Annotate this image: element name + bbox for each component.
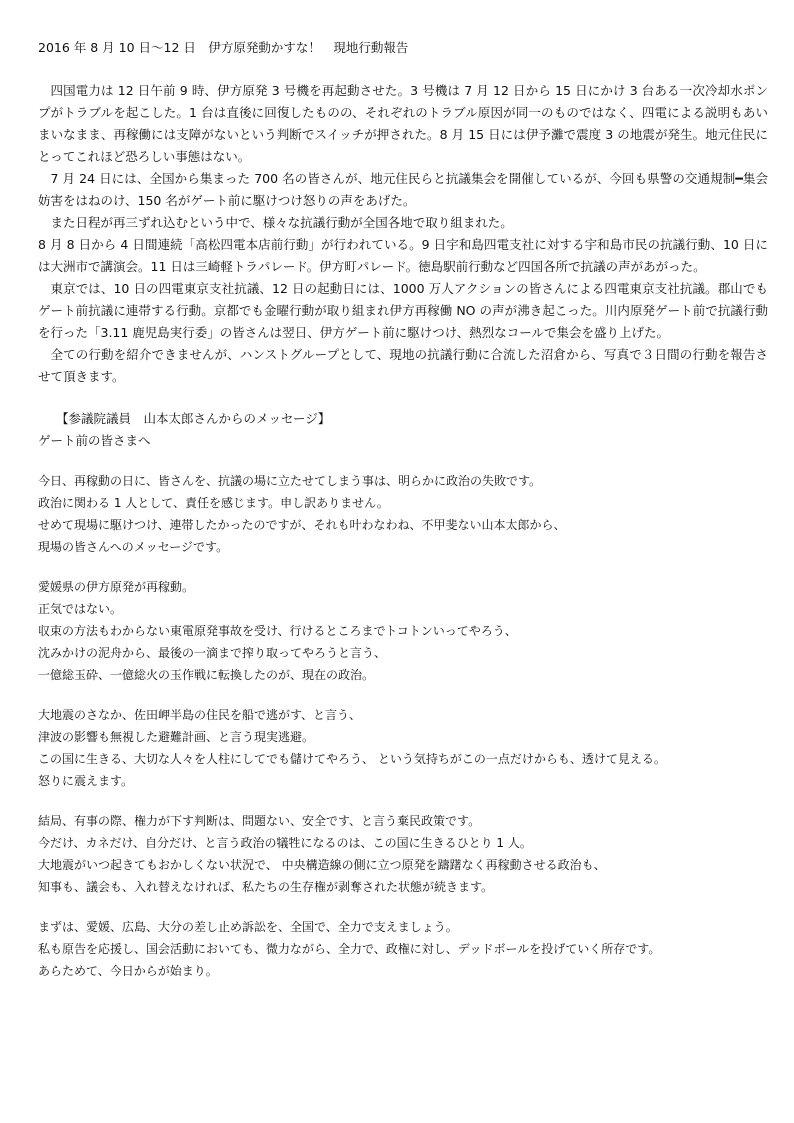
message-line: 正気ではない。: [38, 602, 123, 616]
message-line: 愛媛県の伊方原発が再稼動。: [38, 580, 195, 594]
message-line: この国に生きる、大切な人々を人柱にしてでも儲けてやろう、 という気持ちがこの一点だけからも、透けて見える。: [38, 752, 666, 766]
message-line: 政治に関わる 1 人として、責任を感じます。申し訳ありません。: [38, 496, 389, 510]
report-paragraph: 四国電力は 12 日午前 9 時、伊方原発 3 号機を再起動させた。3 号機は 7 月 12 日から 15 日にかけ 3 台ある一次冷却水ポンプがトラブルを起こした。1 台は直後に回復したものの、それぞれのトラブル原因が同一のものではなく、四電による説明もあいまいなまま、再稼働には支障がないという判断でスイッチが押された。8 月 15 日には伊予灘で震度 3 の地震が発生。地元住民にとってこれほど恐ろしい事態はない。: [38, 83, 768, 164]
message-stanza: [38, 576, 768, 686]
message-stanza: [38, 916, 768, 982]
message-line: 沈みかけの泥舟から、最後の一滴まで搾り取ってやろうと言う、: [38, 646, 387, 660]
message-line: 収束の方法もわからない東電原発事故を受け、行けるところまでトコトンいってやろう、: [38, 624, 517, 638]
message-line: 大地震のさなか、佐田岬半島の住民を船で逃がす、と言う、: [38, 708, 362, 722]
document-page: [38, 38, 768, 1000]
message-stanza: [38, 810, 768, 898]
message-line: 知事も、議会も、入れ替えなければ、私たちの生存権が剥奪された状態が続きます。: [38, 880, 494, 894]
message-greeting: ゲート前の皆さまへ: [38, 433, 151, 448]
document-title: 2016 年 8 月 10 日～12 日 伊方原発動かすな！ 現地行動報告: [38, 40, 409, 55]
report-body: [38, 80, 768, 388]
report-paragraph: 7 月 24 日には、全国から集まった 700 名の皆さんが、地元住民らと抗議集会を開催しているが、今回も県警の交通規制━集会妨害をはねのけ、150 名がゲート前に駆けつけ怒りの声をあげた。: [38, 171, 768, 208]
message-line: 大地震がいつ起きてもおかしくない状況で、 中央構造線の側に立つ原発を躊躇なく再稼動させる政治も、: [38, 858, 606, 872]
message-line: 一億総玉砕、一億総火の玉作戦に転換したのが、現在の政治。: [38, 668, 375, 682]
message-line: 結局、有事の際、権力が下す判断は、問題ない、安全です、と言う棄民政策です。: [38, 814, 481, 828]
message-line: 今だけ、カネだけ、自分だけ、と言う政治の犠牲になるのは、この国に生きるひとり 1 人。: [38, 836, 532, 850]
report-paragraph: 8 月 8 日から 4 日間連続「高松四電本店前行動」が行われている。9 日宇和島四電支社に対する宇和島市民の抗議行動、10 日には大洲市で講演会。11 日は三崎軽トラパレード。伊方町パレード。徳島駅前行動など四国各所で抗議の声があがった。: [38, 237, 768, 274]
message-line: 怒りに震えます。: [38, 774, 134, 788]
message-line: 津波の影響も無視した避難計画、と言う現実逃避。: [38, 730, 315, 744]
report-paragraph: 全ての行動を紹介できませんが、ハンストグループとして、現地の抗議行動に合流した沼倉から、写真で３日間の行動を報告させて頂きます。: [38, 347, 768, 384]
message-heading: 【参議院議員 山本太郎さんからのメッセージ】: [56, 411, 331, 426]
report-paragraph: また日程が再三ずれ込むという中で、様々な抗議行動が全国各地で取り組まれた。: [50, 215, 513, 230]
message-line: 現場の皆さんへのメッセージです。: [38, 540, 229, 554]
message-line: あらためて、今日からが始まり。: [38, 964, 218, 978]
message-stanza: [38, 704, 768, 792]
message-line: まずは、愛媛、広島、大分の差し止め訴訟を、全国で、全力で支えましょう。: [38, 920, 458, 934]
message-line: せめて現場に駆けつけ、連帯したかったのですが、それも叶わなわね、不甲斐ない山本太郎から、: [38, 518, 566, 532]
report-paragraph: 東京では、10 日の四電東京支社抗議、12 日の起動日には、1000 万人アクションの皆さんによる四電東京支社抗議。郡山でもゲート前抗議に連帯する行動。京都でも金曜行動が取り組まれ伊方再稼働 NO の声が沸き起こった。川内原発ゲート前で抗議行動を行った「3.11 鹿児島実行委」の皆さんは翌日、伊方ゲート前に駆けつけ、熱烈なコールで集会を盛り上げた。: [38, 281, 768, 340]
message-line: 私も原告を応援し、国会活動においても、微力ながら、全力で、政権に対し、デッドボールを投げていく所存です。: [38, 942, 661, 956]
message-line: 今日、再稼動の日に、皆さんを、抗議の場に立たせてしまう事は、明らかに政治の失敗です。: [38, 474, 542, 488]
message-body: [38, 470, 768, 982]
message-stanza: [38, 470, 768, 558]
